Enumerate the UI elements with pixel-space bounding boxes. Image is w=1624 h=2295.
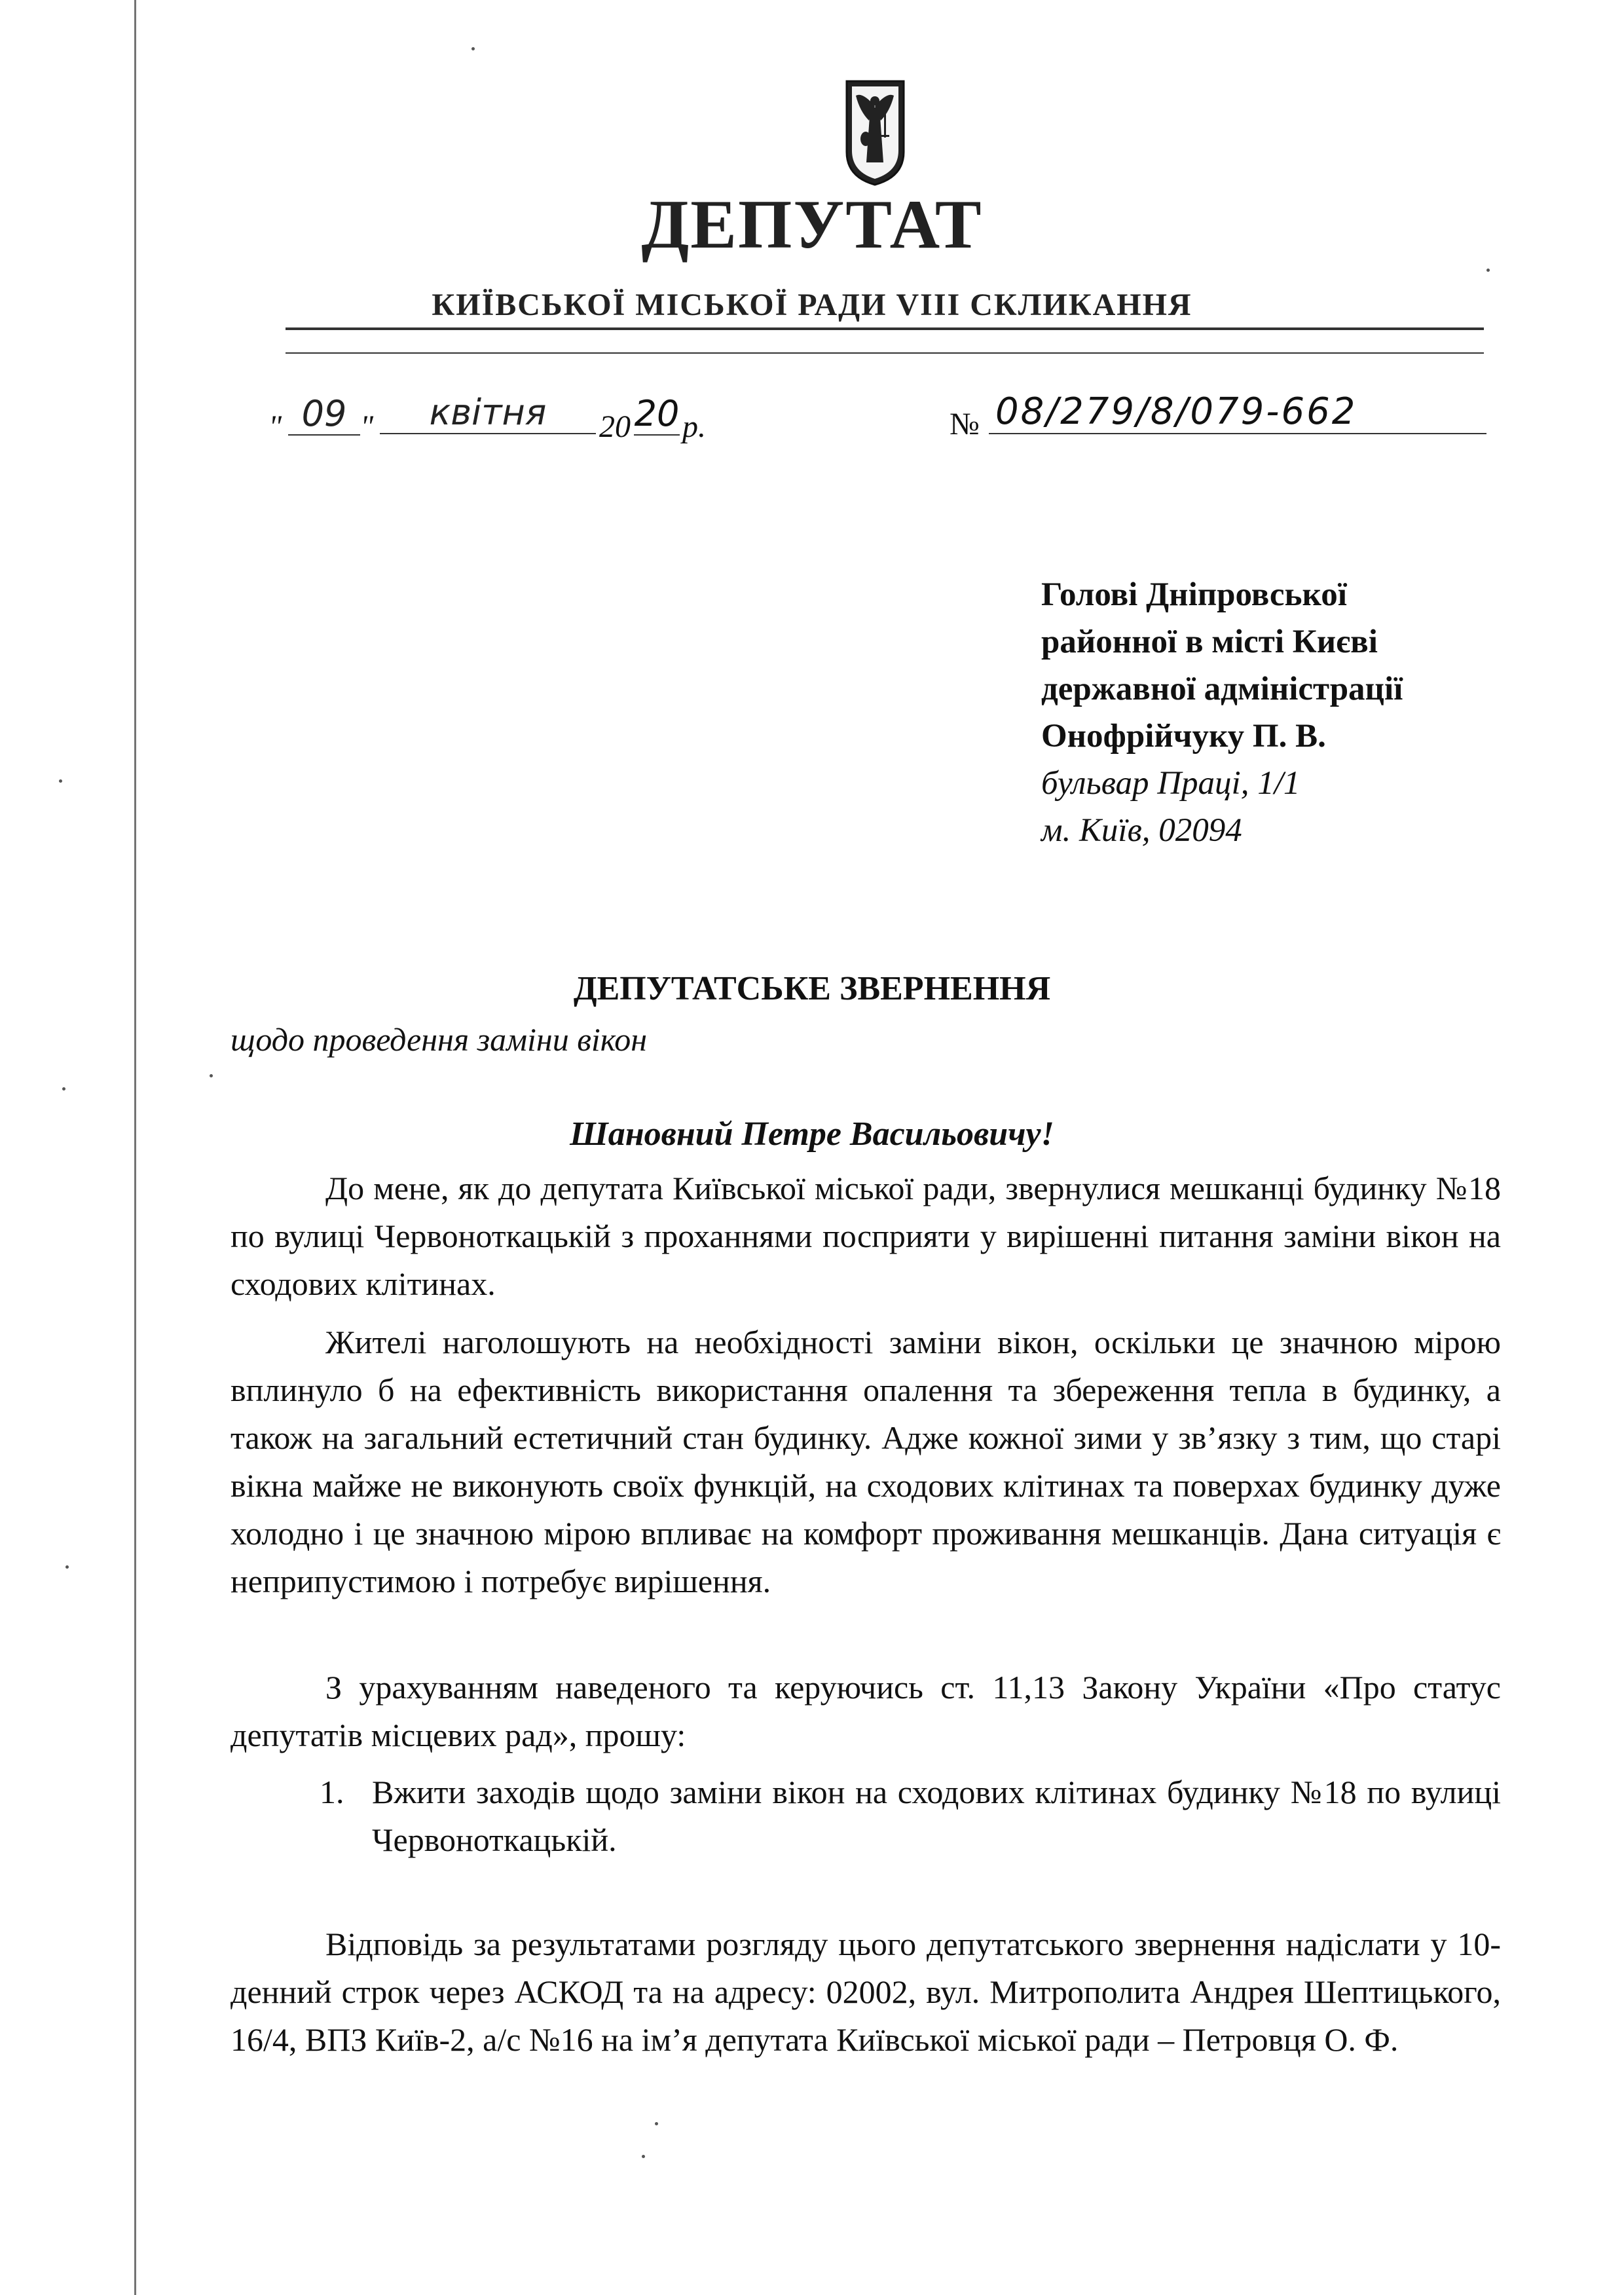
body-paragraph-1 bbox=[231, 1165, 1501, 1308]
date-close-quote: " bbox=[360, 409, 374, 444]
addressee-block bbox=[1041, 571, 1403, 854]
header-rule-thin bbox=[286, 352, 1484, 354]
kyiv-coat-of-arms-icon bbox=[844, 79, 906, 187]
scan-speck bbox=[1486, 269, 1490, 272]
addressee-line: Голові Дніпровської bbox=[1041, 576, 1347, 613]
addressee-street: бульвар Праці, 1/1 bbox=[1041, 765, 1301, 802]
paragraph-text: До мене, як до депутата Київської міської ради, звернулися мешканці будинку №18 по вулиці Червоноткацькій з проханнями посприяти у вирішенні питання заміни вікон на сходових клітинах. bbox=[231, 1170, 1501, 1302]
date-year-handwritten: 20 bbox=[634, 393, 680, 434]
paragraph-text: Відповідь за результатами розгляду цього депутатського звернення надіслати у 10-денний строк через АСКОД та на адресу: 02002, вул. Митрополита Андрея Шептицького, 16/4, ВПЗ Київ-2, а/с №16 на ім’я депутата Київської міської ради – Петровця О. Ф. bbox=[231, 1926, 1501, 2058]
scan-speck bbox=[65, 1565, 69, 1569]
date-year-suffix: р. bbox=[682, 409, 706, 444]
body-paragraph-4 bbox=[231, 1920, 1501, 2064]
date-day: 09 bbox=[288, 393, 360, 436]
scan-speck bbox=[471, 47, 475, 50]
date-number-row bbox=[268, 390, 1513, 452]
date-open-quote: " bbox=[268, 409, 282, 444]
list-item-number: 1. bbox=[320, 1774, 344, 1810]
addressee-line: районної в місті Києві bbox=[1041, 624, 1378, 660]
scan-speck bbox=[59, 779, 62, 783]
paragraph-text: Жителі наголошують на необхідності заміни вікон, оскільки це значною мірою вплинуло б на ефективність використання опалення та збереження тепла в будинку, а також на загальний естетичний стан будинку. Адже кожної зими у зв’язку з тим, що старі вікна майже не виконують своїх функцій, на сходових клітинах та поверхах будинку дуже холодно і це значною мірою впливає на комфорт проживання мешканців. Дана ситуація є неприпустимою і потребує вирішення. bbox=[231, 1324, 1501, 1599]
number-label: № bbox=[950, 407, 980, 441]
body-paragraph-3 bbox=[231, 1664, 1501, 1759]
registration-number: 08/279/8/079-662 bbox=[989, 390, 1486, 434]
list-item: Вжити заходів щодо заміни вікон на сходових клітинах будинку №18 по вулиці Червоноткацькій. bbox=[372, 1774, 1501, 1858]
scan-speck bbox=[62, 1087, 65, 1091]
scan-speck bbox=[210, 1074, 213, 1077]
date-month: квітня bbox=[380, 392, 596, 434]
header-title: ДЕПУТАТ bbox=[641, 186, 983, 263]
request-list bbox=[320, 1768, 1501, 1864]
addressee-city: м. Київ, 02094 bbox=[1041, 812, 1242, 849]
header-rule-thick bbox=[286, 327, 1484, 330]
scan-speck bbox=[655, 2122, 658, 2125]
paragraph-text: З урахуванням наведеного та керуючись ст. 11,13 Закону України «Про статус депутатів місцевих рад», прошу: bbox=[231, 1669, 1501, 1753]
scan-speck bbox=[642, 2155, 645, 2158]
document-title: ДЕПУТАТСЬКЕ ЗВЕРНЕННЯ bbox=[573, 970, 1051, 1007]
addressee-line: державної адміністрації bbox=[1041, 671, 1403, 707]
document-subtitle: щодо проведення заміни вікон bbox=[231, 1021, 648, 1058]
date-year-prefix: 20 bbox=[599, 409, 631, 444]
greeting: Шановний Петре Васильовичу! bbox=[570, 1115, 1054, 1153]
header-subtitle: КИЇВСЬКОЇ МІСЬКОЇ РАДИ VIII СКЛИКАННЯ bbox=[432, 288, 1192, 322]
addressee-name: Онофрійчуку П. В. bbox=[1041, 718, 1326, 755]
body-paragraph-2 bbox=[231, 1318, 1501, 1605]
